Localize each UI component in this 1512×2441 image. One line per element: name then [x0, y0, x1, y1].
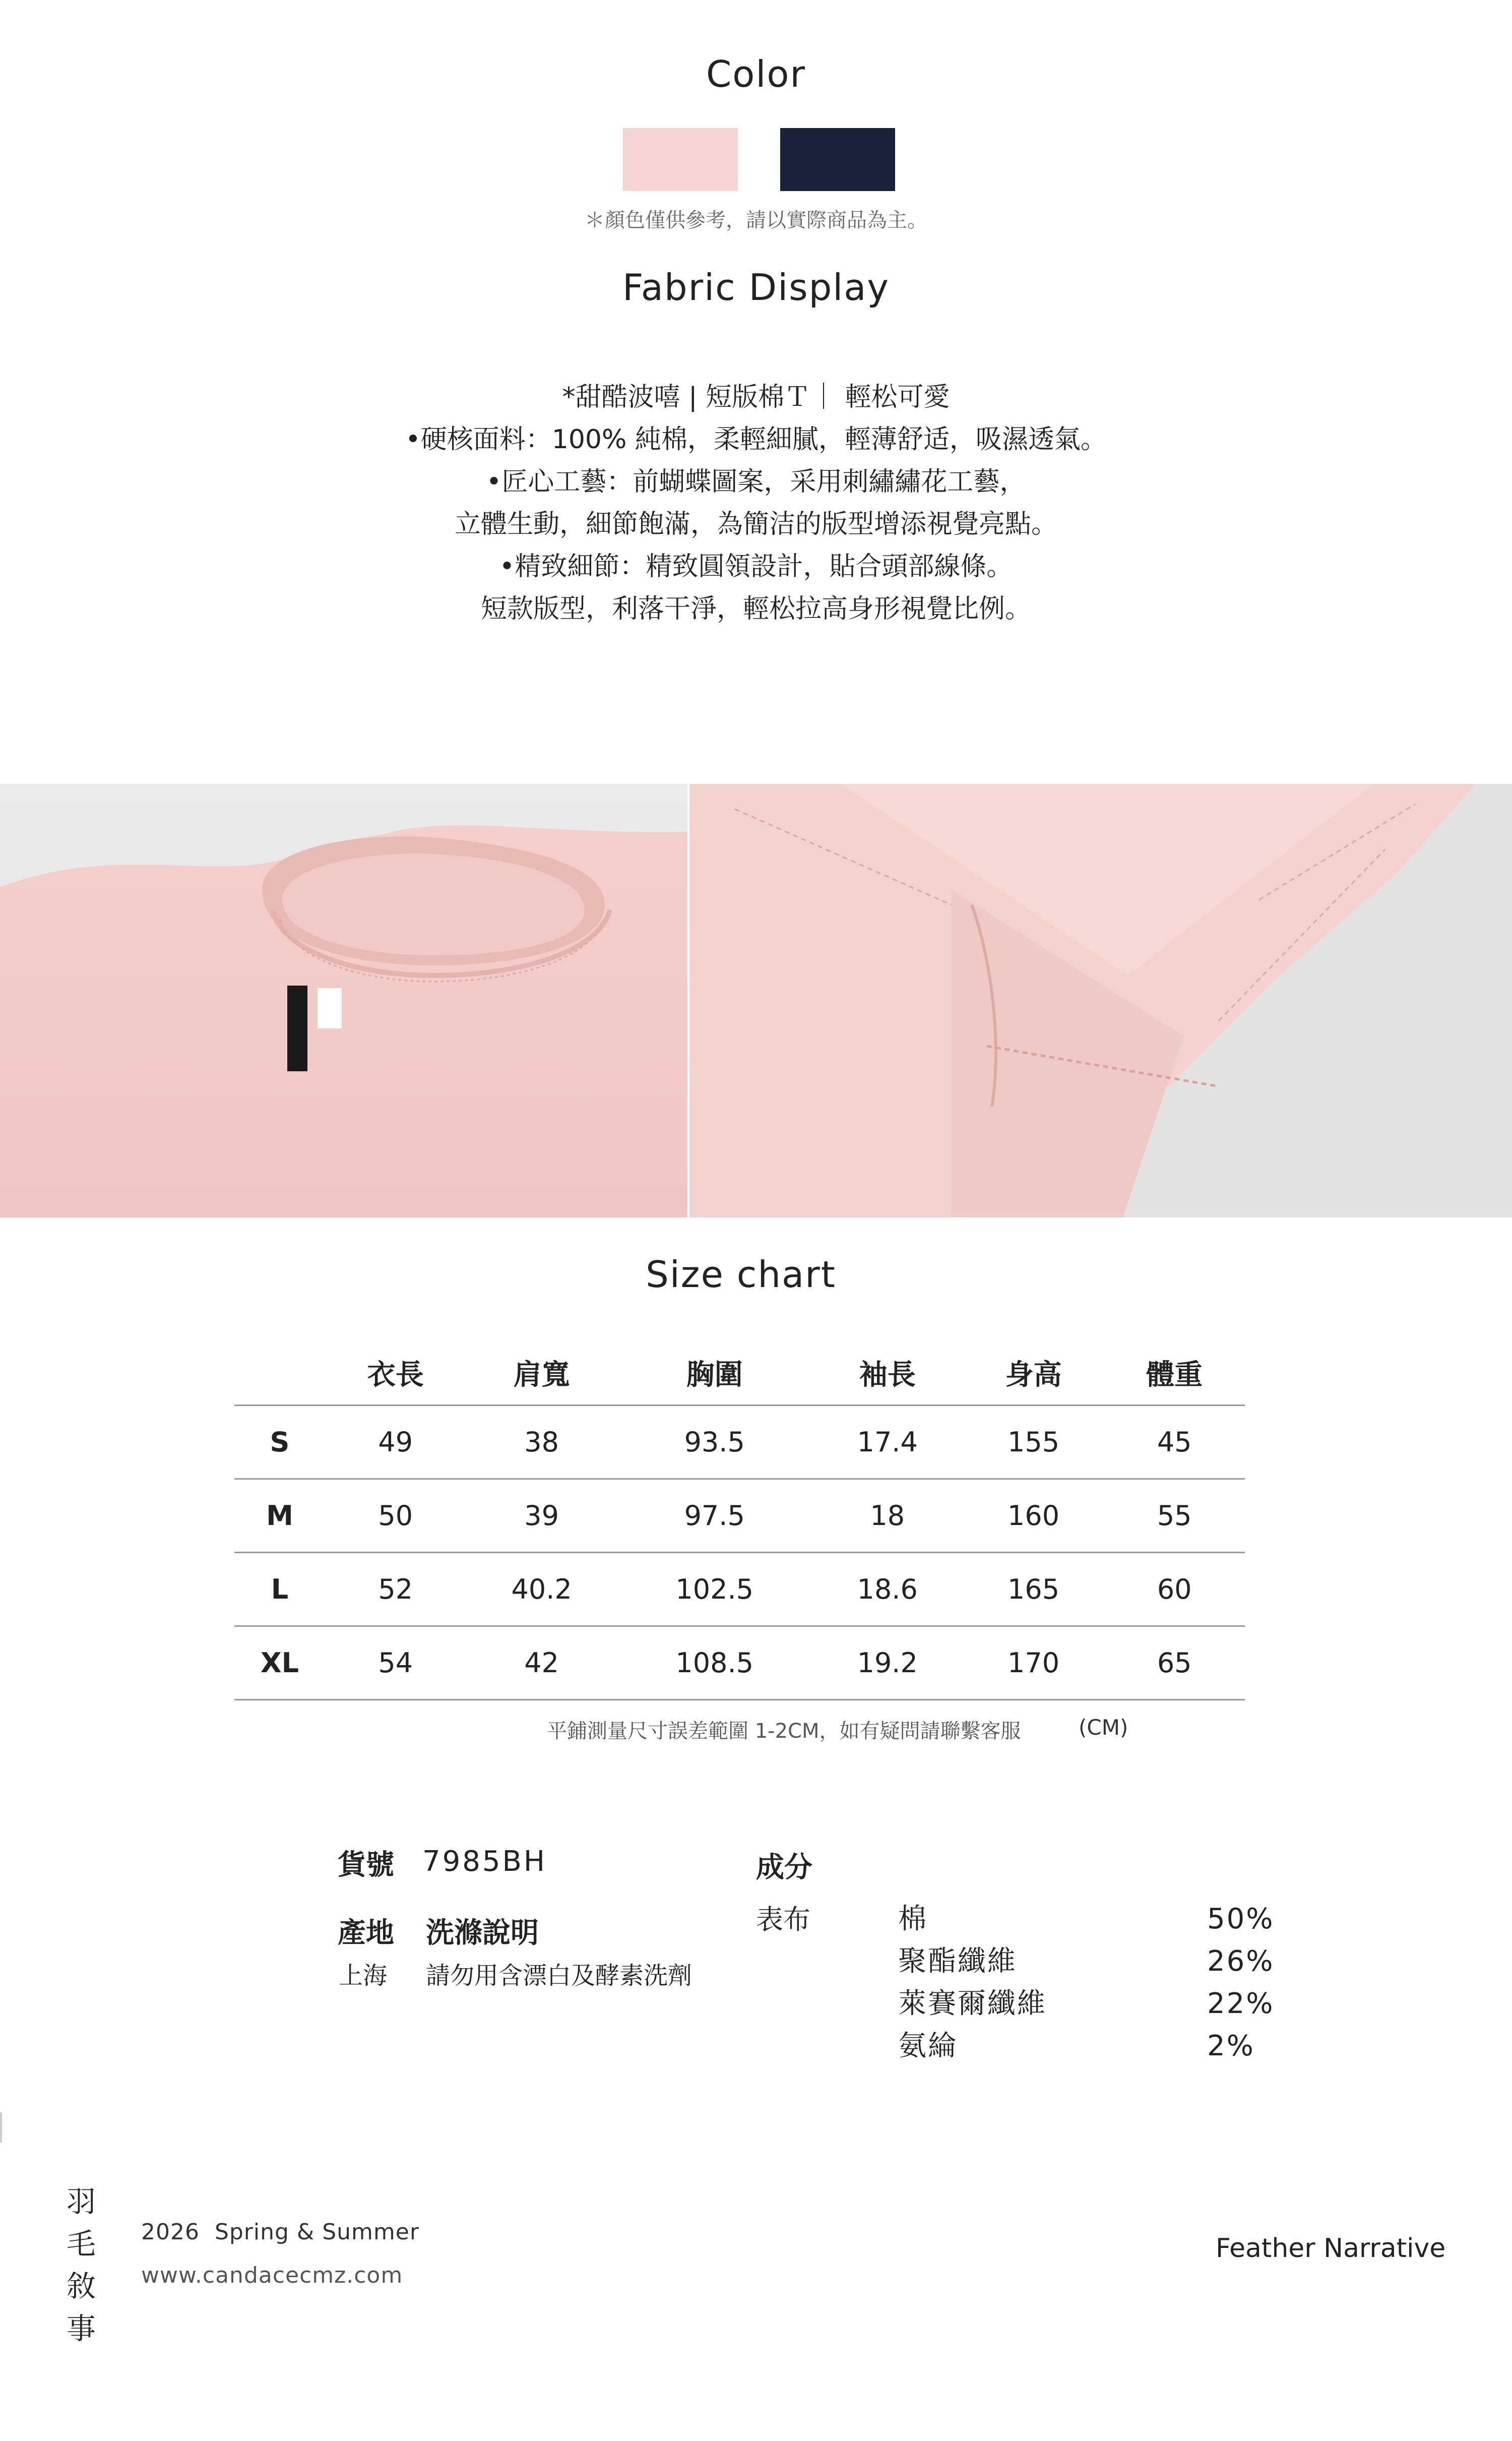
- cell-chest: 97.5: [617, 1479, 812, 1553]
- size-label: L: [234, 1553, 325, 1626]
- fabric-label: 表布: [756, 1904, 810, 1935]
- material-percent: 50%: [1207, 1903, 1275, 1935]
- size-chart-title: Size chart: [646, 1253, 836, 1296]
- side-mark: [0, 2112, 2, 2143]
- collar-detail-photo: [0, 784, 687, 1217]
- material-name: 萊賽爾纖維: [898, 1987, 1047, 2020]
- size-label: M: [234, 1479, 325, 1553]
- cell-height: 160: [963, 1479, 1104, 1553]
- cell-weight: 45: [1104, 1406, 1245, 1479]
- color-title: Color: [706, 53, 806, 95]
- origin-value: 上海: [339, 1962, 388, 1990]
- table-row: [234, 1479, 1245, 1553]
- fabric-description: [0, 376, 1512, 630]
- composition-percents: [1207, 1898, 1274, 2067]
- cell-weight: 55: [1104, 1479, 1245, 1553]
- website-link[interactable]: www.candacecmz.com: [141, 2263, 403, 2288]
- season-text: 2026 Spring & Summer: [141, 2219, 419, 2245]
- material-percent: 22%: [1207, 1987, 1275, 2020]
- header-shoulder: 肩寬: [513, 1359, 570, 1391]
- color-swatch-navy[interactable]: [780, 128, 895, 191]
- table-row: [234, 1626, 1245, 1700]
- composition-label: 成分: [756, 1851, 812, 1884]
- cell-sleeve: 19.2: [812, 1626, 963, 1700]
- fabric-title: Fabric Display: [622, 266, 890, 309]
- item-no-value: 7985BH: [422, 1845, 547, 1878]
- size-chart-note: 平鋪測量尺寸誤差範圍 1-2CM，如有疑問請聯繫客服: [547, 1720, 1021, 1743]
- cell-chest: 102.5: [617, 1553, 812, 1626]
- material-name: 氨綸: [898, 2030, 958, 2062]
- header-sleeve: 袖長: [859, 1359, 916, 1391]
- fabric-line: •精致細節：精致圓領設計，貼合頭部線條。: [499, 552, 1013, 582]
- hem-detail-photo: [689, 784, 1512, 1217]
- size-label: XL: [234, 1626, 325, 1700]
- cell-height: 170: [963, 1626, 1104, 1700]
- size-label: S: [234, 1406, 325, 1479]
- cell-height: 155: [963, 1406, 1104, 1479]
- cell-sleeve: 17.4: [812, 1406, 963, 1479]
- cell-height: 165: [963, 1553, 1104, 1626]
- fabric-line: *甜酷波嘻 | 短版棉Ｔ｜ 輕松可愛: [562, 382, 950, 412]
- care-label: 洗滌說明: [426, 1917, 539, 1949]
- brand-char: 羽: [66, 2184, 96, 2219]
- composition-materials: [898, 1898, 1047, 2067]
- table-row: [234, 1406, 1245, 1479]
- care-value: 請勿用含漂白及酵素洗劑: [426, 1962, 692, 1990]
- size-table: [234, 1341, 1245, 1700]
- header-length: 衣長: [367, 1359, 424, 1391]
- header-weight: 體重: [1146, 1359, 1203, 1391]
- color-note: ＊顏色僅供參考，請以實際商品為主。: [585, 209, 927, 232]
- cell-weight: 60: [1104, 1553, 1245, 1626]
- cell-length: 52: [325, 1553, 466, 1626]
- brand-english: Feather Narrative: [1216, 2233, 1446, 2264]
- fabric-line: 短款版型，利落干淨，輕松拉高身形視覺比例。: [480, 594, 1031, 624]
- material-percent: 2%: [1207, 2030, 1255, 2062]
- item-no-label: 貨號: [338, 1849, 394, 1881]
- cell-shoulder: 39: [466, 1479, 617, 1553]
- header-height: 身高: [1005, 1359, 1062, 1391]
- brand-char: 毛: [66, 2227, 96, 2261]
- brand-char: 事: [66, 2311, 96, 2346]
- cell-shoulder: 38: [466, 1406, 617, 1479]
- material-percent: 26%: [1207, 1945, 1275, 1978]
- cell-shoulder: 40.2: [466, 1553, 617, 1626]
- material-name: 聚酯纖維: [898, 1945, 1017, 1978]
- color-swatch-pink[interactable]: [623, 128, 738, 191]
- fabric-line: 立體生動，細節飽滿，為簡洁的版型增添視覺亮點。: [454, 509, 1057, 539]
- fabric-line: •硬核面料：100% 純棉，柔輕細膩，輕薄舒适，吸濕透氣。: [405, 424, 1107, 455]
- cell-chest: 108.5: [617, 1626, 812, 1700]
- cell-chest: 93.5: [617, 1406, 812, 1479]
- cell-sleeve: 18.6: [812, 1553, 963, 1626]
- material-name: 棉: [898, 1903, 928, 1935]
- cell-sleeve: 18: [812, 1479, 963, 1553]
- cell-length: 54: [325, 1626, 466, 1700]
- table-row: [234, 1553, 1245, 1626]
- brand-char: 敘: [66, 2269, 96, 2303]
- header-chest: 胸圍: [686, 1359, 743, 1391]
- cell-weight: 65: [1104, 1626, 1245, 1700]
- cell-shoulder: 42: [466, 1626, 617, 1700]
- fabric-line: •匠心工藝：前蝴蝶圖案，采用刺繡繡花工藝，: [486, 467, 1026, 497]
- brand-vertical: [64, 2180, 99, 2350]
- origin-label: 產地: [338, 1917, 394, 1949]
- header-size: [234, 1341, 325, 1406]
- cell-length: 50: [325, 1479, 466, 1553]
- size-chart-unit: (CM): [1079, 1715, 1128, 1740]
- size-table-header: [234, 1341, 1245, 1406]
- cell-length: 49: [325, 1406, 466, 1479]
